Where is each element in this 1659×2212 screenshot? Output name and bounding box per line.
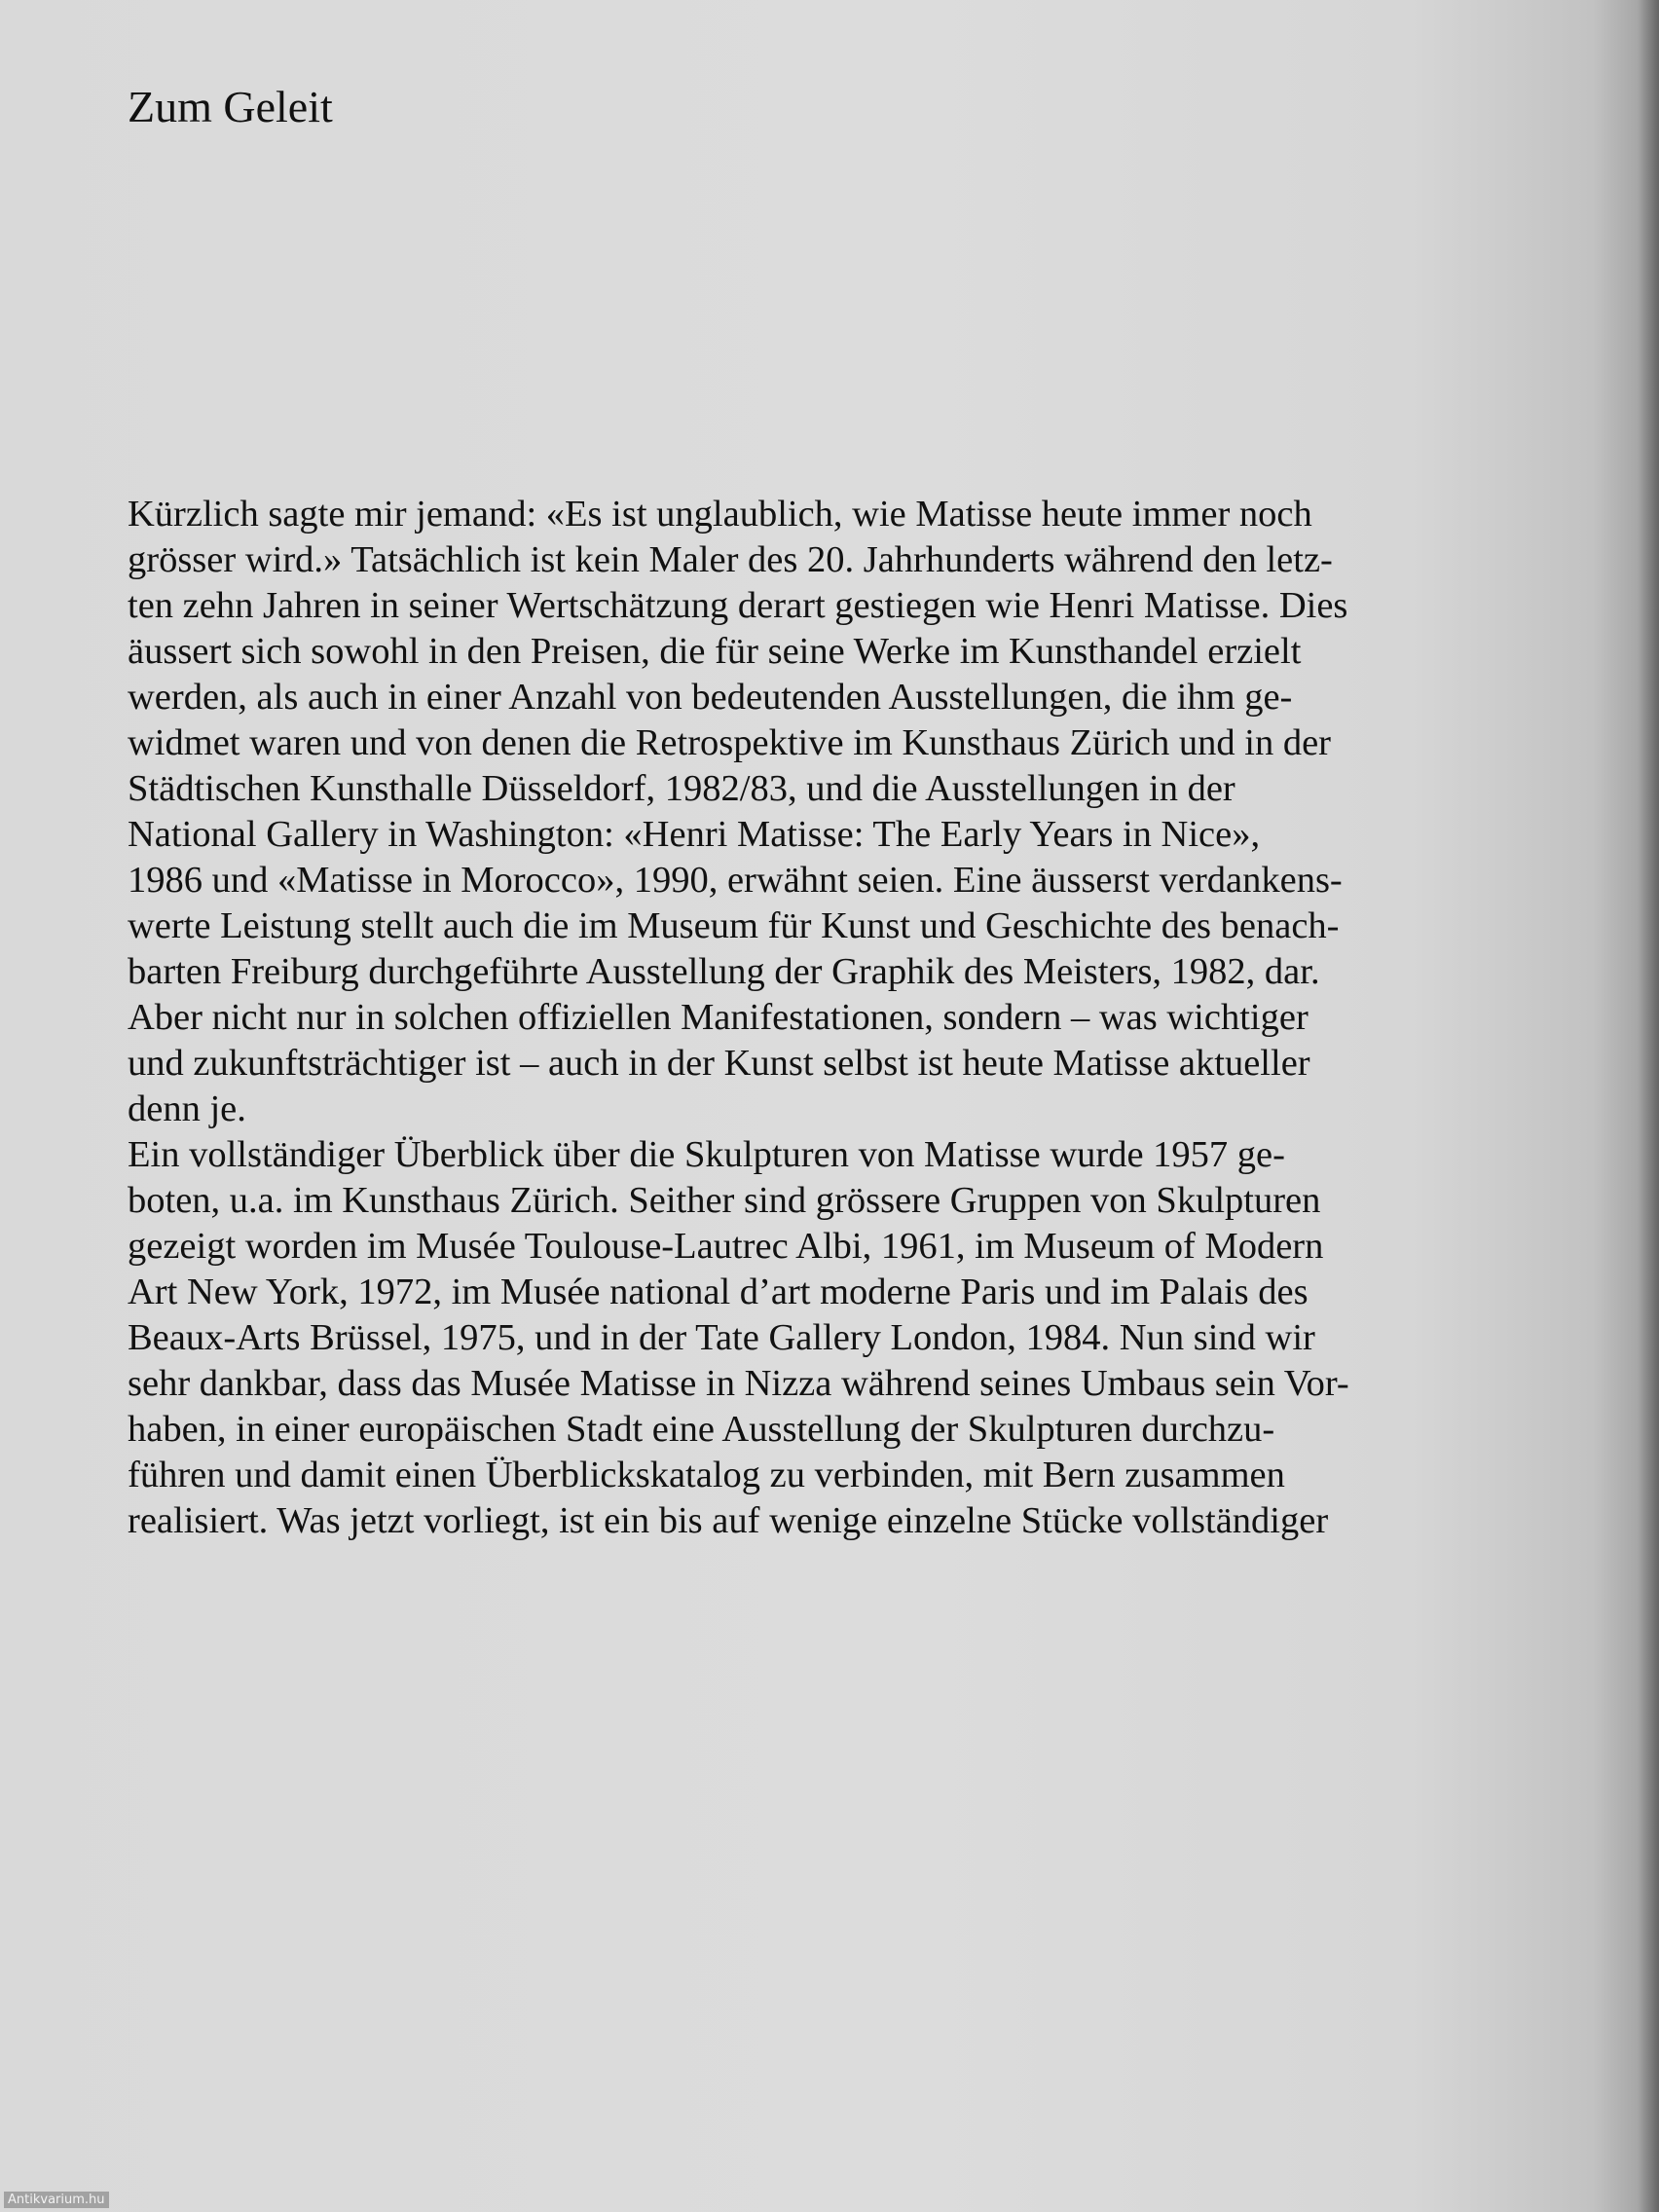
text-line: grösser wird.» Tatsächlich ist kein Maler des 20. Jahrhunderts während den letz- xyxy=(128,539,1333,580)
text-line: sehr dankbar, dass das Musée Matisse in Nizza während seines Umbaus sein Vor- xyxy=(128,1363,1349,1404)
text-line: 1986 und «Matisse in Morocco», 1990, erwähnt seien. Eine äusserst verdankens- xyxy=(128,860,1343,901)
text-line: ten zehn Jahren in seiner Wertschätzung derart gestiegen wie Henri Matisse. Dies xyxy=(128,585,1348,626)
text-line: werden, als auch in einer Anzahl von bedeutenden Ausstellungen, die ihm ge- xyxy=(128,677,1293,718)
text-line: haben, in einer europäischen Stadt eine Ausstellung der Skulpturen durchzu- xyxy=(128,1409,1275,1450)
text-line: Städtischen Kunsthalle Düsseldorf, 1982/83, und die Ausstellungen in der xyxy=(128,768,1235,809)
text-line: boten, u.a. im Kunsthaus Zürich. Seither sind grössere Gruppen von Skulpturen xyxy=(128,1180,1321,1221)
text-line: werte Leistung stellt auch die im Museum für Kunst und Geschichte des benach- xyxy=(128,905,1340,946)
text-line: führen und damit einen Überblickskatalog zu verbinden, mit Bern zusammen xyxy=(128,1455,1285,1495)
text-line: Aber nicht nur in solchen offiziellen Manifestationen, sondern – was wichtiger xyxy=(128,997,1309,1038)
text-line: widmet waren und von denen die Retrospektive im Kunsthaus Zürich und in der xyxy=(128,722,1332,763)
text-line: Art New York, 1972, im Musée national d’art moderne Paris und im Palais des xyxy=(128,1272,1309,1312)
text-line: Beaux-Arts Brüssel, 1975, und in der Tate Gallery London, 1984. Nun sind wir xyxy=(128,1317,1315,1358)
text-line: äussert sich sowohl in den Preisen, die für seine Werke im Kunsthandel erzielt xyxy=(128,631,1302,672)
text-line: gezeigt worden im Musée Toulouse-Lautrec Albi, 1961, im Museum of Modern xyxy=(128,1226,1324,1267)
text-line: denn je. xyxy=(128,1088,246,1129)
text-line: Kürzlich sagte mir jemand: «Es ist unglaublich, wie Matisse heute immer noch xyxy=(128,494,1312,535)
body-text xyxy=(128,492,1607,1544)
text-line: realisiert. Was jetzt vorliegt, ist ein bis auf wenige einzelne Stücke vollständiger xyxy=(128,1500,1329,1541)
text-line: National Gallery in Washington: «Henri Matisse: The Early Years in Nice», xyxy=(128,814,1261,855)
text-line: Ein vollständiger Überblick über die Skulpturen von Matisse wurde 1957 ge- xyxy=(128,1134,1285,1175)
text-line: und zukunftsträchtiger ist – auch in der Kunst selbst ist heute Matisse aktueller xyxy=(128,1043,1310,1084)
page-heading: Zum Geleit xyxy=(128,82,333,131)
watermark: Antikvarium.hu xyxy=(4,2192,109,2208)
text-line: barten Freiburg durchgeführte Ausstellung der Graphik des Meisters, 1982, dar. xyxy=(128,951,1320,992)
